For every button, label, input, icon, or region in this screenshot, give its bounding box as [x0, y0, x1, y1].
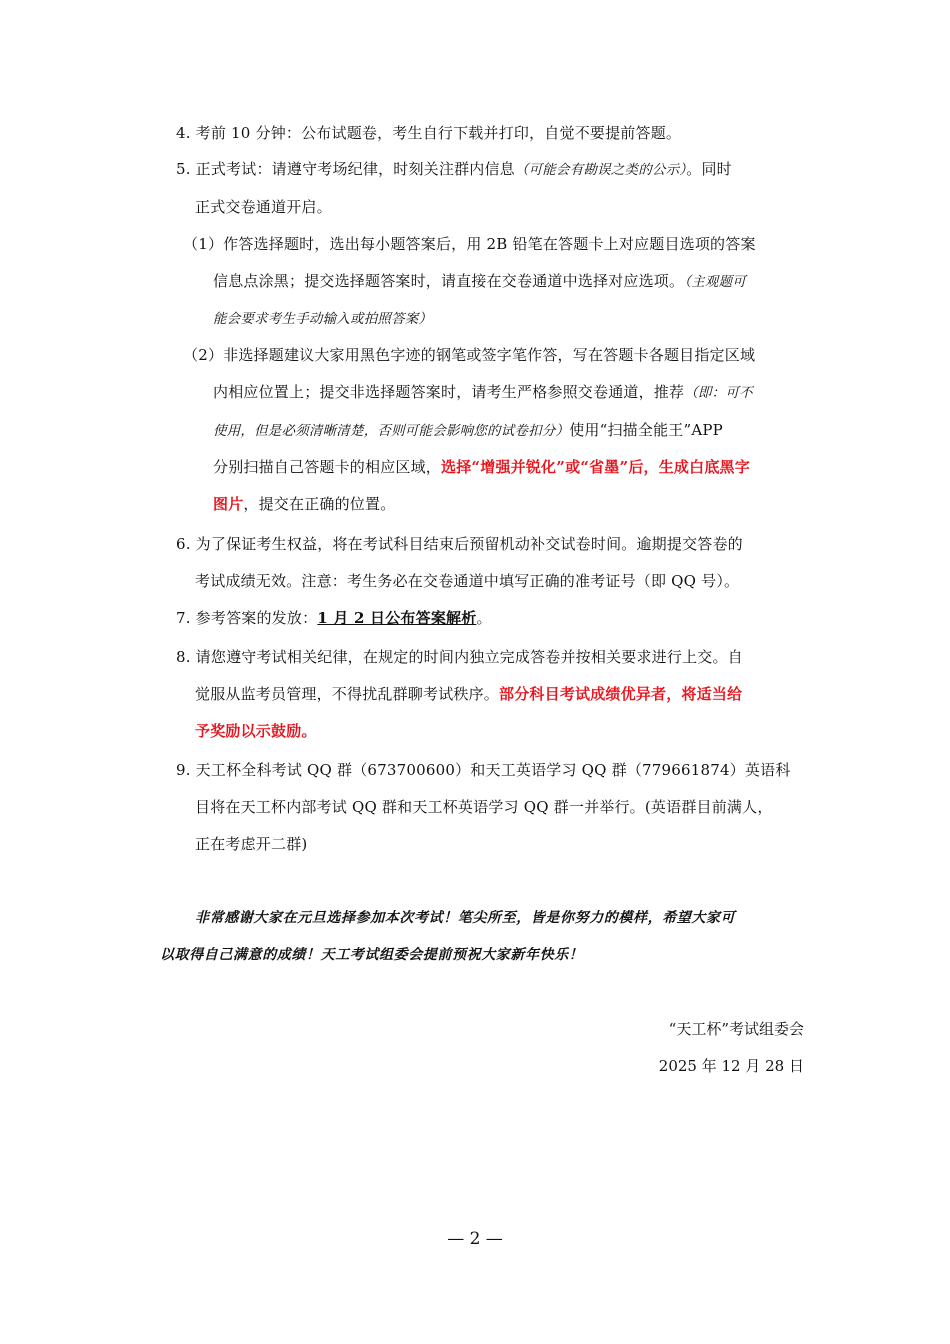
sub-1-line-1: （1）作答选择题时，选出每小题答案后，用 2B 铅笔在答题卡上对应题目选项的答案	[183, 235, 756, 253]
sub-2-line-4: 分别扫描自己答题卡的相应区域，选择“增强并锐化”或“省墨”后，生成白底黑字	[213, 458, 750, 476]
item-8-line-2: 觉服从监考员管理，不得扰乱群聊考试秩序。部分科目考试成绩优异者，将适当给	[195, 685, 743, 703]
signature-org: “天工杯”考试组委会	[668, 1020, 804, 1038]
item-5-line-2: 正式交卷通道开启。	[195, 198, 332, 216]
item-6-line-2: 考试成绩无效。注意：考生务必在交卷通道中填写正确的准考证号（即 QQ 号）。	[195, 572, 740, 590]
signature-date: 2025 年 12 月 28 日	[658, 1057, 804, 1075]
sub-1-line-3: 能会要求考生手动输入或拍照答案）	[213, 311, 433, 327]
item-8-line-1: 8. 请您遵守考试相关纪律，在规定的时间内独立完成答卷并按相关要求进行上交。自	[176, 648, 743, 666]
item-6-line-1: 6. 为了保证考生权益，将在考试科目结束后预留机动补交试卷时间。逾期提交答卷的	[176, 535, 743, 553]
sub-2-line-1: （2）非选择题建议大家用黑色字迹的钢笔或签字笔作答，写在答题卡各题目指定区域	[183, 346, 756, 364]
item-5-line-1: 5. 正式考试：请遵守考场纪律，时刻关注群内信息（可能会有勘误之类的公示）。同时	[176, 160, 732, 178]
sub-1-line-2: 信息点涂黑；提交选择题答案时，请直接在交卷通道中选择对应选项。（主观题可	[213, 272, 746, 290]
sub-2-line-2: 内相应位置上；提交非选择题答案时，请考生严格参照交卷通道，推荐（即：可不	[213, 383, 753, 401]
item-9-line-1: 9. 天工杯全科考试 QQ 群（673700600）和天工英语学习 QQ 群（779661874）英语科	[176, 761, 791, 779]
emphasis-reward: 部分科目考试成绩优异者，将适当给	[499, 685, 743, 703]
item-9-line-3: 正在考虑开二群)	[195, 835, 308, 853]
item-4: 4. 考前 10 分钟：公布试题卷，考生自行下载并打印，自觉不要提前答题。	[176, 124, 682, 142]
thanks-line-1: 非常感谢大家在元旦选择参加本次考试！笔尖所至，皆是你努力的模样，希望大家可	[195, 910, 736, 926]
thanks-line-2: 以取得自己满意的成绩！天工考试组委会提前预祝大家新年快乐！	[160, 947, 584, 963]
item-7: 7. 参考答案的发放：1 月 2 日公布答案解析。	[176, 609, 492, 627]
item-8-line-3: 予奖励以示鼓励。	[195, 722, 317, 740]
page-number: — 2 —	[447, 1229, 503, 1249]
item-9-line-2: 目将在天工杯内部考试 QQ 群和天工杯英语学习 QQ 群一并举行。(英语群目前满人，	[195, 798, 773, 816]
emphasis-scan-tip: 选择“增强并锐化”或“省墨”后，生成白底黑字	[441, 458, 750, 476]
answer-release-date: 1 月 2 日公布答案解析	[317, 609, 477, 627]
sub-2-line-3: 使用，但是必须清晰清楚，否则可能会影响您的试卷扣分）使用“扫描全能王”APP	[213, 421, 723, 439]
sub-2-line-5: 图片，提交在正确的位置。	[213, 495, 396, 513]
